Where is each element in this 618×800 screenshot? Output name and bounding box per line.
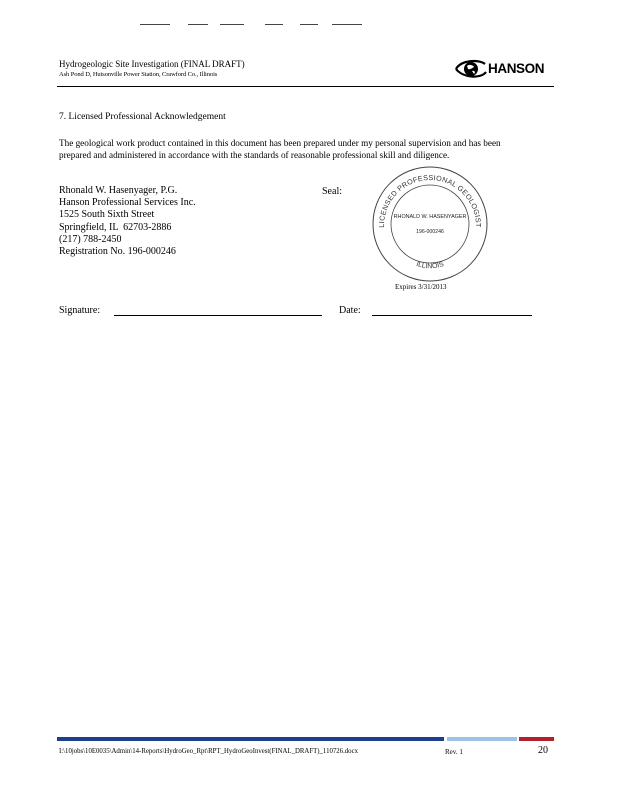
seal-arc-bottom-text: ILLINOIS: [415, 260, 445, 271]
signatory-block: [59, 185, 196, 258]
signatory-phone: (217) 788-2450: [59, 233, 122, 245]
signatory-registration: Registration No. 196-000246: [59, 246, 176, 258]
hanson-logo: [455, 58, 550, 80]
seal-arc-top-text: LICENSED PROFESSIONAL GEOLOGIST: [376, 172, 484, 228]
footer-bar-light-blue: [447, 737, 517, 741]
footer-file-path: I:\10jobs\10E0035\Admin\14-Reports\HydroGeo_Rpt\RPT_HydroGeoInvest(FINAL_DRAFT)_110726.docx: [59, 748, 358, 755]
page-number: 20: [538, 745, 548, 756]
signature-line: [114, 315, 322, 316]
globe-swoosh-icon: [455, 58, 487, 80]
footer-bar-blue: [57, 737, 444, 741]
signature-label: Signature:: [59, 305, 101, 316]
signatory-city: Springfield, IL 62703-2886: [59, 221, 172, 233]
section-heading: 7. Licensed Professional Acknowledgement: [59, 112, 226, 122]
seal-label: Seal:: [322, 186, 342, 197]
professional-geologist-seal: [370, 164, 490, 284]
signatory-company: Hanson Professional Services Inc.: [59, 197, 196, 209]
seal-name: RHONALD W. HASENYAGER: [393, 214, 467, 220]
signatory-name: Rhonald W. Hasenyager, P.G.: [59, 185, 178, 196]
date-line: [372, 315, 532, 316]
footer-bar-red: [519, 737, 554, 741]
logo-text: HANSON: [488, 61, 545, 76]
header-rule: [57, 86, 554, 87]
header-title: Hydrogeologic Site Investigation (FINAL DRAFT): [59, 59, 245, 69]
footer-revision: Rev. 1: [445, 748, 463, 756]
signatory-street: 1525 South Sixth Street: [59, 209, 155, 221]
header-dash-marks: [140, 24, 370, 28]
date-label: Date:: [339, 305, 361, 316]
header-subtitle: Ash Pond D, Hutsonville Power Station, Crawford Co., Illinois: [59, 71, 218, 78]
svg-text:ILLINOIS: [415, 261, 445, 271]
acknowledgement-paragraph: The geological work product contained in this document has been prepared under my personal supervision and has been prepared and administered in accordance with the standards of reasonable professional skill and diligence.: [59, 138, 501, 160]
seal-expiration: Expires 3/31/2013: [395, 283, 447, 291]
seal-number: 196-000246: [416, 229, 444, 235]
